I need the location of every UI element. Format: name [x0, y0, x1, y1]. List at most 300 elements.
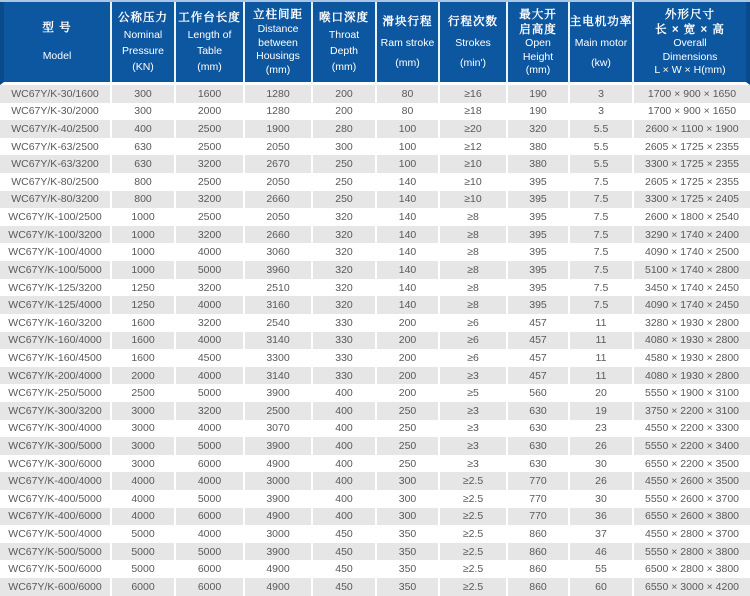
- value-cell-overall-dimensions: 5550 × 1900 × 3100: [632, 384, 750, 402]
- column-header-strokes: [438, 2, 506, 85]
- value-cell-ram-stroke: 140: [375, 226, 438, 244]
- value-cell-housing-distance: 2660: [243, 226, 311, 244]
- header-zh-line: 喉口深度: [319, 11, 369, 24]
- value-cell-housing-distance: 3140: [243, 367, 311, 385]
- header-en-line: Distance: [257, 23, 299, 36]
- header-zh-line: 型 号: [42, 22, 72, 35]
- value-cell-overall-dimensions: 2605 × 1725 × 2355: [632, 173, 750, 191]
- value-cell-throat-depth: 400: [311, 455, 375, 473]
- value-cell-throat-depth: 330: [311, 332, 375, 350]
- header-en-line: Nominal: [123, 28, 163, 41]
- value-cell-overall-dimensions: 3290 × 1740 × 2400: [632, 226, 750, 244]
- value-cell-main-motor: 11: [568, 367, 632, 385]
- model-cell: WC67Y/K-300/4000: [0, 420, 110, 438]
- header-en-line: (min'): [460, 56, 486, 69]
- value-cell-table-length: 2000: [174, 103, 243, 121]
- value-cell-nominal-pressure: 4000: [110, 490, 174, 508]
- header-en-line: Open: [525, 37, 551, 50]
- value-cell-table-length: 5000: [174, 543, 243, 561]
- header-zh-line: 主电机功率: [569, 15, 633, 28]
- column-header-label: [377, 2, 438, 82]
- model-cell: WC67Y/K-30/2000: [0, 103, 110, 121]
- value-cell-nominal-pressure: 1000: [110, 261, 174, 279]
- value-cell-throat-depth: 400: [311, 490, 375, 508]
- value-cell-overall-dimensions: 1700 × 900 × 1650: [632, 103, 750, 121]
- header-en-line: Dimensions: [662, 50, 718, 63]
- model-cell: WC67Y/K-500/4000: [0, 525, 110, 543]
- value-cell-strokes: ≥6: [438, 349, 506, 367]
- value-cell-table-length: 2500: [174, 138, 243, 156]
- value-cell-housing-distance: 2660: [243, 191, 311, 209]
- value-cell-overall-dimensions: 4090 × 1740 × 2450: [632, 296, 750, 314]
- value-cell-overall-dimensions: 2600 × 1100 × 1900: [632, 120, 750, 138]
- value-cell-overall-dimensions: 4080 × 1930 × 2800: [632, 332, 750, 350]
- column-header-label: [313, 2, 375, 82]
- value-cell-overall-dimensions: 4550 × 2800 × 3700: [632, 525, 750, 543]
- value-cell-table-length: 4500: [174, 349, 243, 367]
- header-en-line: Ram stroke: [380, 36, 435, 49]
- value-cell-overall-dimensions: 5550 × 2800 × 3800: [632, 543, 750, 561]
- table-row: [0, 472, 750, 490]
- column-header-housing-distance: [243, 2, 311, 85]
- value-cell-housing-distance: 2510: [243, 279, 311, 297]
- model-cell: WC67Y/K-100/3200: [0, 226, 110, 244]
- value-cell-overall-dimensions: 3300 × 1725 × 2405: [632, 191, 750, 209]
- column-header-table-length: [174, 2, 243, 85]
- value-cell-housing-distance: 4900: [243, 455, 311, 473]
- value-cell-overall-dimensions: 3280 × 1930 × 2800: [632, 314, 750, 332]
- value-cell-open-height: 395: [506, 173, 568, 191]
- header-zh-line: 行程次数: [448, 15, 498, 28]
- value-cell-strokes: ≥2.5: [438, 508, 506, 526]
- header-zh-line: 公称压力: [118, 11, 168, 24]
- value-cell-open-height: 630: [506, 437, 568, 455]
- value-cell-main-motor: 7.5: [568, 226, 632, 244]
- value-cell-throat-depth: 400: [311, 437, 375, 455]
- header-zh-line: 最大开: [519, 8, 557, 21]
- value-cell-ram-stroke: 140: [375, 208, 438, 226]
- value-cell-main-motor: 7.5: [568, 279, 632, 297]
- value-cell-main-motor: 5.5: [568, 138, 632, 156]
- table-row: [0, 261, 750, 279]
- model-cell: WC67Y/K-100/5000: [0, 261, 110, 279]
- value-cell-nominal-pressure: 1250: [110, 279, 174, 297]
- value-cell-main-motor: 7.5: [568, 243, 632, 261]
- value-cell-open-height: 395: [506, 296, 568, 314]
- value-cell-open-height: 860: [506, 525, 568, 543]
- value-cell-throat-depth: 320: [311, 243, 375, 261]
- value-cell-ram-stroke: 200: [375, 349, 438, 367]
- model-cell: WC67Y/K-100/2500: [0, 208, 110, 226]
- value-cell-nominal-pressure: 5000: [110, 525, 174, 543]
- table-row: [0, 578, 750, 596]
- value-cell-overall-dimensions: 4580 × 1930 × 2800: [632, 349, 750, 367]
- value-cell-main-motor: 3: [568, 103, 632, 121]
- table-row: [0, 508, 750, 526]
- value-cell-open-height: 630: [506, 420, 568, 438]
- table-row: [0, 120, 750, 138]
- value-cell-open-height: 190: [506, 85, 568, 103]
- table-row: [0, 85, 750, 103]
- value-cell-open-height: 395: [506, 208, 568, 226]
- value-cell-table-length: 4000: [174, 472, 243, 490]
- value-cell-table-length: 3200: [174, 226, 243, 244]
- value-cell-housing-distance: 3900: [243, 543, 311, 561]
- model-cell: WC67Y/K-80/2500: [0, 173, 110, 191]
- value-cell-throat-depth: 200: [311, 85, 375, 103]
- value-cell-open-height: 395: [506, 243, 568, 261]
- value-cell-throat-depth: 320: [311, 226, 375, 244]
- table-row: [0, 349, 750, 367]
- value-cell-throat-depth: 400: [311, 420, 375, 438]
- value-cell-housing-distance: 3960: [243, 261, 311, 279]
- table-row: [0, 402, 750, 420]
- value-cell-main-motor: 11: [568, 332, 632, 350]
- model-cell: WC67Y/K-125/3200: [0, 279, 110, 297]
- value-cell-housing-distance: 3000: [243, 525, 311, 543]
- value-cell-ram-stroke: 140: [375, 296, 438, 314]
- table-row: [0, 314, 750, 332]
- value-cell-nominal-pressure: 300: [110, 85, 174, 103]
- value-cell-ram-stroke: 140: [375, 191, 438, 209]
- value-cell-overall-dimensions: 4550 × 2600 × 3500: [632, 472, 750, 490]
- value-cell-throat-depth: 400: [311, 402, 375, 420]
- value-cell-housing-distance: 2500: [243, 402, 311, 420]
- value-cell-ram-stroke: 200: [375, 332, 438, 350]
- header-en-line: Strokes: [455, 36, 491, 49]
- model-cell: WC67Y/K-600/6000: [0, 578, 110, 596]
- value-cell-ram-stroke: 350: [375, 560, 438, 578]
- value-cell-overall-dimensions: 4550 × 2200 × 3300: [632, 420, 750, 438]
- value-cell-throat-depth: 250: [311, 173, 375, 191]
- value-cell-throat-depth: 250: [311, 191, 375, 209]
- value-cell-overall-dimensions: 3750 × 2200 × 3100: [632, 402, 750, 420]
- model-cell: WC67Y/K-160/4000: [0, 332, 110, 350]
- value-cell-open-height: 860: [506, 560, 568, 578]
- column-header-open-height: [506, 2, 568, 85]
- model-cell: WC67Y/K-160/4500: [0, 349, 110, 367]
- header-zh-line: 立柱间距: [253, 8, 303, 21]
- value-cell-strokes: ≥3: [438, 402, 506, 420]
- value-cell-nominal-pressure: 3000: [110, 420, 174, 438]
- value-cell-housing-distance: 3900: [243, 437, 311, 455]
- value-cell-open-height: 457: [506, 332, 568, 350]
- value-cell-main-motor: 7.5: [568, 191, 632, 209]
- value-cell-ram-stroke: 100: [375, 155, 438, 173]
- value-cell-open-height: 630: [506, 455, 568, 473]
- value-cell-nominal-pressure: 400: [110, 120, 174, 138]
- column-header-label: [176, 2, 243, 82]
- column-header-overall-dimensions: [632, 2, 750, 85]
- value-cell-strokes: ≥10: [438, 155, 506, 173]
- column-header-nominal-pressure: [110, 2, 174, 85]
- value-cell-housing-distance: 3900: [243, 384, 311, 402]
- header-en-line: between: [258, 36, 298, 49]
- header-en-line: Overall: [673, 37, 707, 50]
- model-cell: WC67Y/K-63/3200: [0, 155, 110, 173]
- column-header-label: [245, 2, 311, 82]
- table-row: [0, 208, 750, 226]
- value-cell-table-length: 4000: [174, 296, 243, 314]
- table-row: [0, 384, 750, 402]
- header-en-line: (kw): [591, 56, 611, 69]
- header-en-line: Model: [42, 50, 72, 63]
- value-cell-strokes: ≥2.5: [438, 578, 506, 596]
- value-cell-open-height: 395: [506, 261, 568, 279]
- value-cell-housing-distance: 1280: [243, 103, 311, 121]
- value-cell-table-length: 5000: [174, 437, 243, 455]
- value-cell-strokes: ≥2.5: [438, 490, 506, 508]
- value-cell-housing-distance: 3300: [243, 349, 311, 367]
- value-cell-open-height: 395: [506, 191, 568, 209]
- value-cell-strokes: ≥2.5: [438, 472, 506, 490]
- model-cell: WC67Y/K-200/4000: [0, 367, 110, 385]
- value-cell-nominal-pressure: 4000: [110, 508, 174, 526]
- value-cell-ram-stroke: 80: [375, 103, 438, 121]
- header-zh-line: 工作台长度: [178, 11, 241, 24]
- header-en-line: Height: [522, 50, 554, 63]
- value-cell-table-length: 5000: [174, 490, 243, 508]
- table-row: [0, 226, 750, 244]
- table-row: [0, 455, 750, 473]
- value-cell-ram-stroke: 250: [375, 402, 438, 420]
- value-cell-throat-depth: 330: [311, 349, 375, 367]
- value-cell-ram-stroke: 350: [375, 578, 438, 596]
- value-cell-overall-dimensions: 2605 × 1725 × 2355: [632, 138, 750, 156]
- value-cell-housing-distance: 2050: [243, 138, 311, 156]
- value-cell-open-height: 457: [506, 314, 568, 332]
- value-cell-open-height: 380: [506, 155, 568, 173]
- value-cell-strokes: ≥8: [438, 296, 506, 314]
- value-cell-housing-distance: 4900: [243, 560, 311, 578]
- value-cell-table-length: 5000: [174, 261, 243, 279]
- column-header-label: [4, 2, 110, 82]
- value-cell-nominal-pressure: 1000: [110, 226, 174, 244]
- value-cell-table-length: 6000: [174, 455, 243, 473]
- value-cell-housing-distance: 3000: [243, 472, 311, 490]
- value-cell-open-height: 770: [506, 472, 568, 490]
- value-cell-housing-distance: 3900: [243, 490, 311, 508]
- value-cell-nominal-pressure: 1250: [110, 296, 174, 314]
- value-cell-open-height: 770: [506, 490, 568, 508]
- table-row: [0, 490, 750, 508]
- value-cell-main-motor: 37: [568, 525, 632, 543]
- value-cell-housing-distance: 2050: [243, 173, 311, 191]
- value-cell-strokes: ≥8: [438, 261, 506, 279]
- model-cell: WC67Y/K-300/5000: [0, 437, 110, 455]
- table-row: [0, 103, 750, 121]
- value-cell-ram-stroke: 350: [375, 525, 438, 543]
- value-cell-ram-stroke: 350: [375, 543, 438, 561]
- value-cell-main-motor: 55: [568, 560, 632, 578]
- value-cell-table-length: 3200: [174, 191, 243, 209]
- table-row: [0, 155, 750, 173]
- value-cell-nominal-pressure: 800: [110, 191, 174, 209]
- table-header: [0, 2, 750, 85]
- model-cell: WC67Y/K-250/5000: [0, 384, 110, 402]
- value-cell-nominal-pressure: 2500: [110, 384, 174, 402]
- value-cell-table-length: 2500: [174, 173, 243, 191]
- value-cell-open-height: 190: [506, 103, 568, 121]
- header-en-line: Table: [196, 44, 223, 57]
- value-cell-strokes: ≥6: [438, 332, 506, 350]
- header-en-line: Main motor: [574, 36, 628, 49]
- value-cell-housing-distance: 2050: [243, 208, 311, 226]
- value-cell-main-motor: 36: [568, 508, 632, 526]
- value-cell-strokes: ≥8: [438, 226, 506, 244]
- value-cell-overall-dimensions: 3300 × 1725 × 2355: [632, 155, 750, 173]
- value-cell-throat-depth: 400: [311, 472, 375, 490]
- value-cell-throat-depth: 400: [311, 384, 375, 402]
- table-row: [0, 243, 750, 261]
- model-cell: WC67Y/K-500/6000: [0, 560, 110, 578]
- value-cell-nominal-pressure: 2000: [110, 367, 174, 385]
- value-cell-nominal-pressure: 630: [110, 138, 174, 156]
- table-row: [0, 543, 750, 561]
- value-cell-ram-stroke: 300: [375, 472, 438, 490]
- column-header-label: [508, 2, 568, 82]
- spec-table: [0, 2, 750, 596]
- value-cell-throat-depth: 320: [311, 208, 375, 226]
- value-cell-main-motor: 23: [568, 420, 632, 438]
- value-cell-main-motor: 19: [568, 402, 632, 420]
- value-cell-strokes: ≥8: [438, 208, 506, 226]
- value-cell-table-length: 4000: [174, 525, 243, 543]
- value-cell-overall-dimensions: 4080 × 1930 × 2800: [632, 367, 750, 385]
- value-cell-table-length: 6000: [174, 560, 243, 578]
- value-cell-table-length: 4000: [174, 332, 243, 350]
- value-cell-overall-dimensions: 6550 × 2600 × 3800: [632, 508, 750, 526]
- table-body: [0, 85, 750, 596]
- value-cell-ram-stroke: 100: [375, 120, 438, 138]
- value-cell-housing-distance: 1280: [243, 85, 311, 103]
- header-en-line: (mm): [395, 56, 420, 69]
- value-cell-main-motor: 46: [568, 543, 632, 561]
- value-cell-throat-depth: 200: [311, 103, 375, 121]
- value-cell-strokes: ≥6: [438, 314, 506, 332]
- value-cell-main-motor: 7.5: [568, 208, 632, 226]
- value-cell-strokes: ≥8: [438, 279, 506, 297]
- value-cell-table-length: 3200: [174, 279, 243, 297]
- value-cell-housing-distance: 2670: [243, 155, 311, 173]
- column-header-label: [634, 2, 746, 82]
- value-cell-housing-distance: 3060: [243, 243, 311, 261]
- value-cell-table-length: 5000: [174, 384, 243, 402]
- header-en-line: Pressure: [121, 44, 164, 57]
- value-cell-table-length: 2500: [174, 120, 243, 138]
- value-cell-strokes: ≥3: [438, 367, 506, 385]
- value-cell-open-height: 457: [506, 367, 568, 385]
- header-en-line: (mm): [525, 63, 551, 76]
- column-header-label: [570, 2, 632, 82]
- header-zh-line: 启高度: [519, 23, 557, 36]
- value-cell-ram-stroke: 300: [375, 490, 438, 508]
- value-cell-main-motor: 5.5: [568, 155, 632, 173]
- value-cell-overall-dimensions: 3450 × 1740 × 2450: [632, 279, 750, 297]
- value-cell-ram-stroke: 250: [375, 437, 438, 455]
- value-cell-strokes: ≥8: [438, 243, 506, 261]
- value-cell-overall-dimensions: 1700 × 900 × 1650: [632, 85, 750, 103]
- value-cell-strokes: ≥3: [438, 420, 506, 438]
- header-en-line: (mm): [331, 60, 357, 73]
- model-cell: WC67Y/K-30/1600: [0, 85, 110, 103]
- model-cell: WC67Y/K-400/5000: [0, 490, 110, 508]
- header-row: [0, 2, 750, 85]
- value-cell-table-length: 6000: [174, 578, 243, 596]
- value-cell-nominal-pressure: 6000: [110, 578, 174, 596]
- value-cell-table-length: 4000: [174, 367, 243, 385]
- model-cell: WC67Y/K-300/6000: [0, 455, 110, 473]
- value-cell-ram-stroke: 300: [375, 508, 438, 526]
- value-cell-housing-distance: 3140: [243, 332, 311, 350]
- value-cell-main-motor: 11: [568, 314, 632, 332]
- value-cell-nominal-pressure: 3000: [110, 437, 174, 455]
- value-cell-ram-stroke: 140: [375, 279, 438, 297]
- model-cell: WC67Y/K-80/3200: [0, 191, 110, 209]
- table-row: [0, 437, 750, 455]
- value-cell-main-motor: 11: [568, 349, 632, 367]
- value-cell-strokes: ≥20: [438, 120, 506, 138]
- table-row: [0, 296, 750, 314]
- table-row: [0, 367, 750, 385]
- value-cell-open-height: 860: [506, 578, 568, 596]
- value-cell-table-length: 3200: [174, 402, 243, 420]
- value-cell-table-length: 3200: [174, 155, 243, 173]
- header-en-line: Housings: [256, 50, 300, 63]
- model-cell: WC67Y/K-400/4000: [0, 472, 110, 490]
- value-cell-strokes: ≥2.5: [438, 525, 506, 543]
- value-cell-throat-depth: 330: [311, 367, 375, 385]
- value-cell-strokes: ≥2.5: [438, 560, 506, 578]
- value-cell-overall-dimensions: 6550 × 2200 × 3500: [632, 455, 750, 473]
- table-row: [0, 525, 750, 543]
- value-cell-throat-depth: 280: [311, 120, 375, 138]
- column-header-model: [0, 2, 110, 85]
- value-cell-throat-depth: 450: [311, 560, 375, 578]
- value-cell-nominal-pressure: 5000: [110, 560, 174, 578]
- value-cell-throat-depth: 450: [311, 543, 375, 561]
- header-en-line: (KN): [132, 60, 154, 73]
- value-cell-ram-stroke: 140: [375, 173, 438, 191]
- value-cell-main-motor: 60: [568, 578, 632, 596]
- value-cell-overall-dimensions: 5550 × 2200 × 3400: [632, 437, 750, 455]
- value-cell-strokes: ≥2.5: [438, 543, 506, 561]
- value-cell-nominal-pressure: 1600: [110, 332, 174, 350]
- value-cell-open-height: 395: [506, 279, 568, 297]
- value-cell-open-height: 560: [506, 384, 568, 402]
- value-cell-ram-stroke: 200: [375, 314, 438, 332]
- header-zh-line: 外形尺寸: [665, 8, 715, 21]
- value-cell-throat-depth: 450: [311, 578, 375, 596]
- value-cell-throat-depth: 300: [311, 138, 375, 156]
- value-cell-main-motor: 3: [568, 85, 632, 103]
- column-header-main-motor: [568, 2, 632, 85]
- model-cell: WC67Y/K-300/3200: [0, 402, 110, 420]
- column-header-label: [440, 2, 506, 82]
- header-en-line: Length of: [187, 28, 232, 41]
- value-cell-main-motor: 30: [568, 490, 632, 508]
- value-cell-housing-distance: 3160: [243, 296, 311, 314]
- value-cell-nominal-pressure: 1000: [110, 243, 174, 261]
- value-cell-ram-stroke: 250: [375, 420, 438, 438]
- value-cell-main-motor: 7.5: [568, 261, 632, 279]
- table-row: [0, 332, 750, 350]
- header-en-line: (mm): [197, 60, 222, 73]
- value-cell-open-height: 380: [506, 138, 568, 156]
- value-cell-ram-stroke: 140: [375, 261, 438, 279]
- value-cell-main-motor: 20: [568, 384, 632, 402]
- value-cell-nominal-pressure: 5000: [110, 543, 174, 561]
